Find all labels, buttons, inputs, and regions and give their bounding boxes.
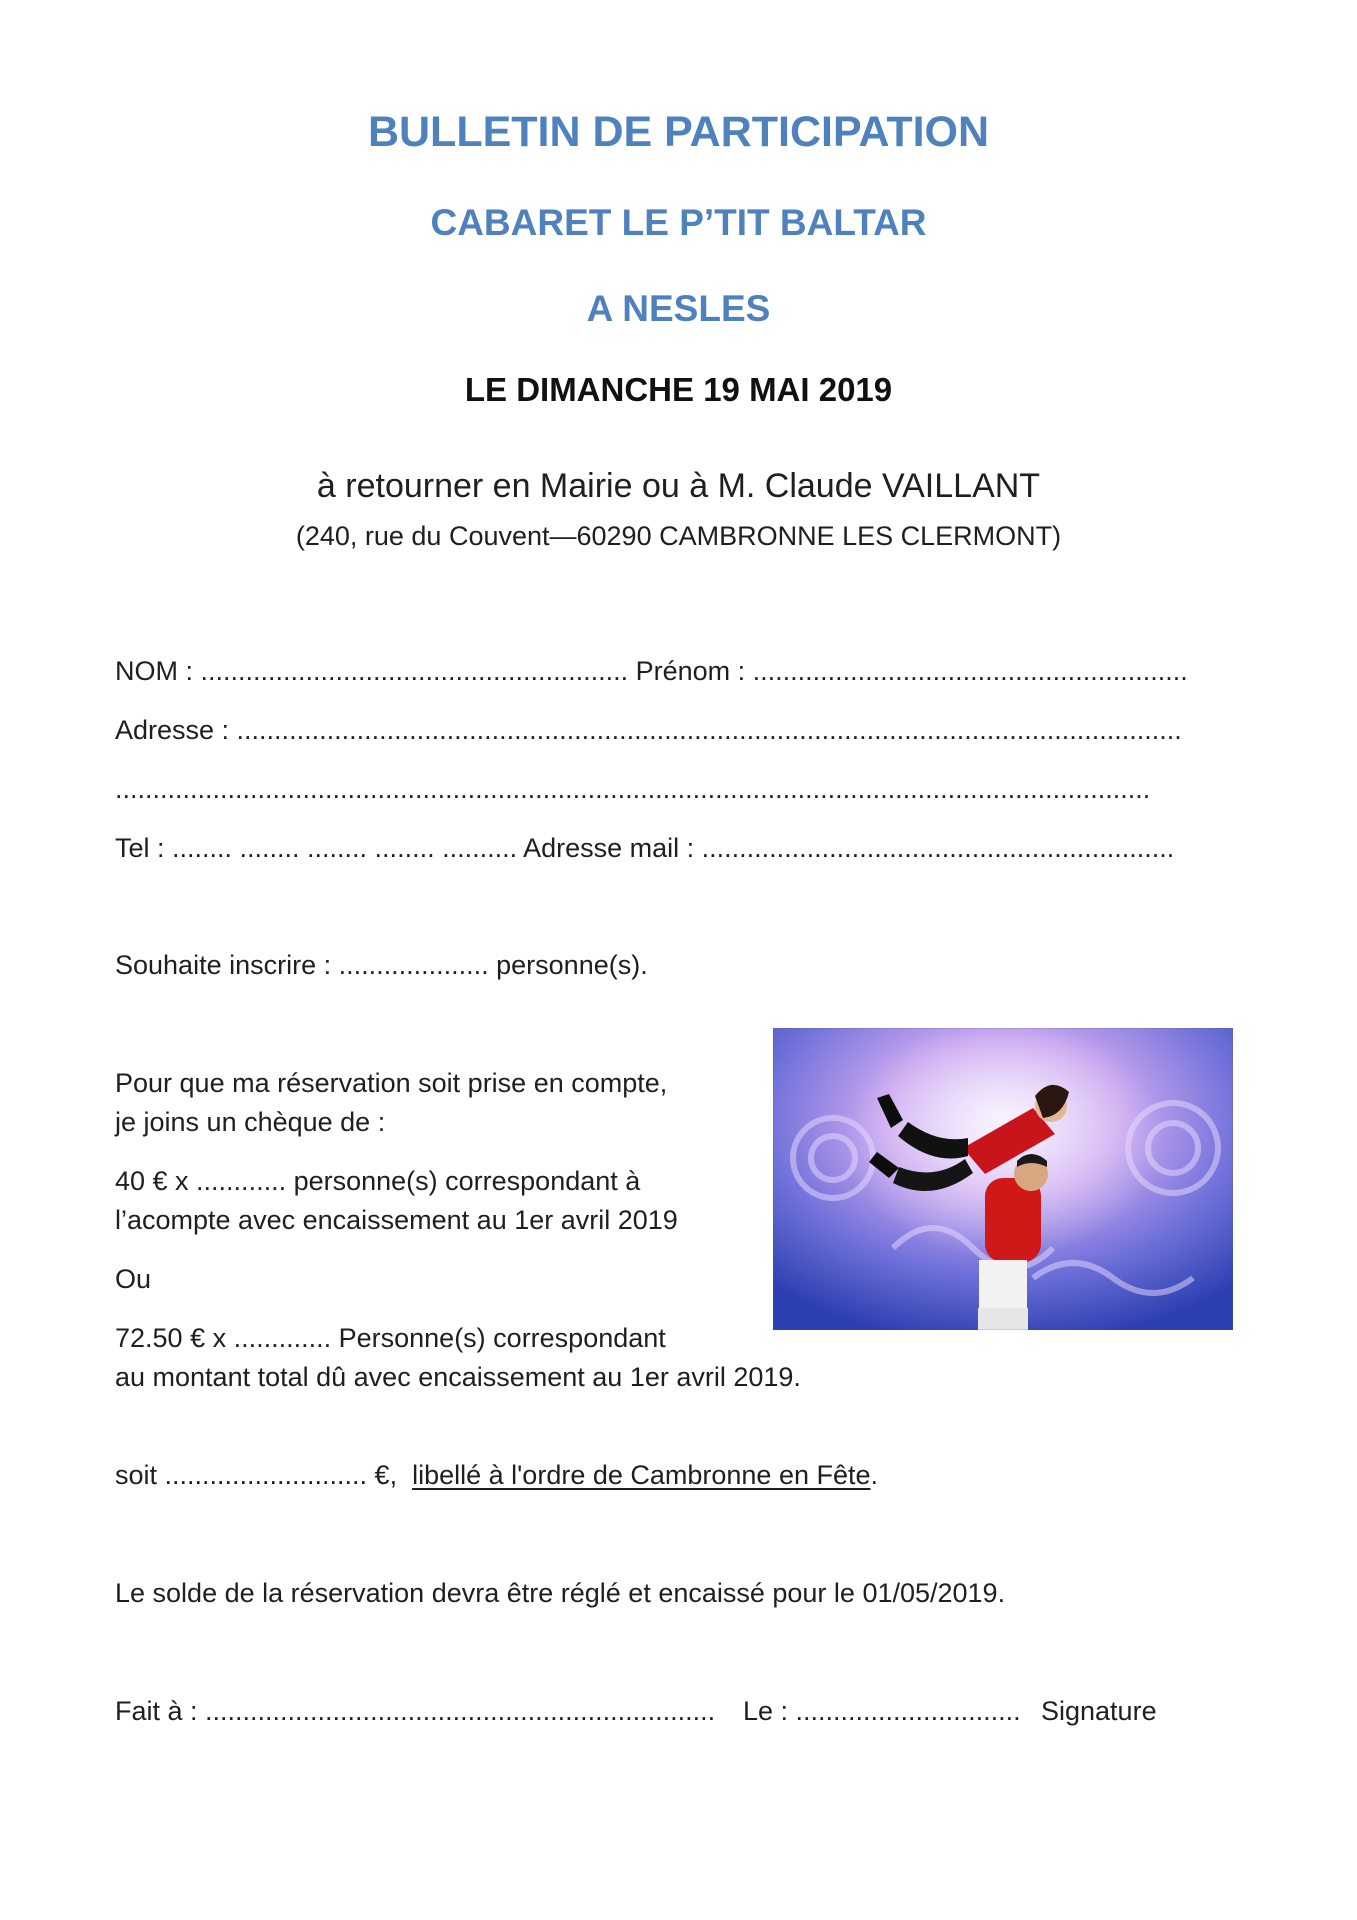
address-line-2: .......................................................................................................................................... <box>115 774 1151 804</box>
return-address: (240, rue du Couvent—60290 CAMBRONNE LES CLERMONT) <box>295 521 1062 551</box>
option-full-1: 72.50 € x ............. Personne(s) correspondant <box>115 1323 666 1353</box>
return-instructions: à retourner en Mairie ou à M. Claude VAILLANT <box>316 467 1041 505</box>
payee-end: . <box>870 1460 879 1490</box>
payment-intro-2: je joins un chèque de : <box>115 1107 386 1137</box>
tel-email-line: Tel : ........ ........ ........ ........ .......... Adresse mail : ............................................................... <box>115 833 1175 863</box>
dancers-illustration <box>773 1028 1233 1330</box>
inscription-line: Souhaite inscrire : .................... personne(s). <box>115 950 648 980</box>
or-text: Ou <box>115 1264 152 1294</box>
name-line: NOM : ......................................................... Prénom : .......................................................... <box>115 656 1188 686</box>
option-deposit-2: l’acompte avec encaissement au 1er avril 2019 <box>115 1205 678 1235</box>
page-title: BULLETIN DE PARTICIPATION <box>367 108 990 156</box>
event-date: LE DIMANCHE 19 MAI 2019 <box>464 371 893 408</box>
event-name: CABARET LE P’TIT BALTAR <box>430 202 927 243</box>
total-amount: soit ........................... €, <box>115 1460 398 1490</box>
option-deposit-1: 40 € x ............ personne(s) correspondant à <box>115 1166 641 1196</box>
signature-label: Signature <box>1041 1696 1157 1726</box>
option-full-2: au montant total dû avec encaissement au 1er avril 2019. <box>115 1362 801 1392</box>
balance-note: Le solde de la réservation devra être réglé et encaissé pour le 01/05/2019. <box>115 1578 1006 1608</box>
date-line: Le : .............................. <box>743 1696 1021 1726</box>
fait-line: Fait à : .................................................................... <box>115 1696 716 1726</box>
event-location: A NESLES <box>586 288 771 329</box>
address-line-1: Adresse : .............................................................................................................................. <box>115 715 1182 745</box>
total-line <box>115 1460 878 1491</box>
payment-intro-1: Pour que ma réservation soit prise en compte, <box>115 1068 668 1098</box>
payee-text: libellé à l'ordre de Cambronne en Fête <box>412 1460 871 1490</box>
dancers-photo <box>773 1028 1233 1330</box>
